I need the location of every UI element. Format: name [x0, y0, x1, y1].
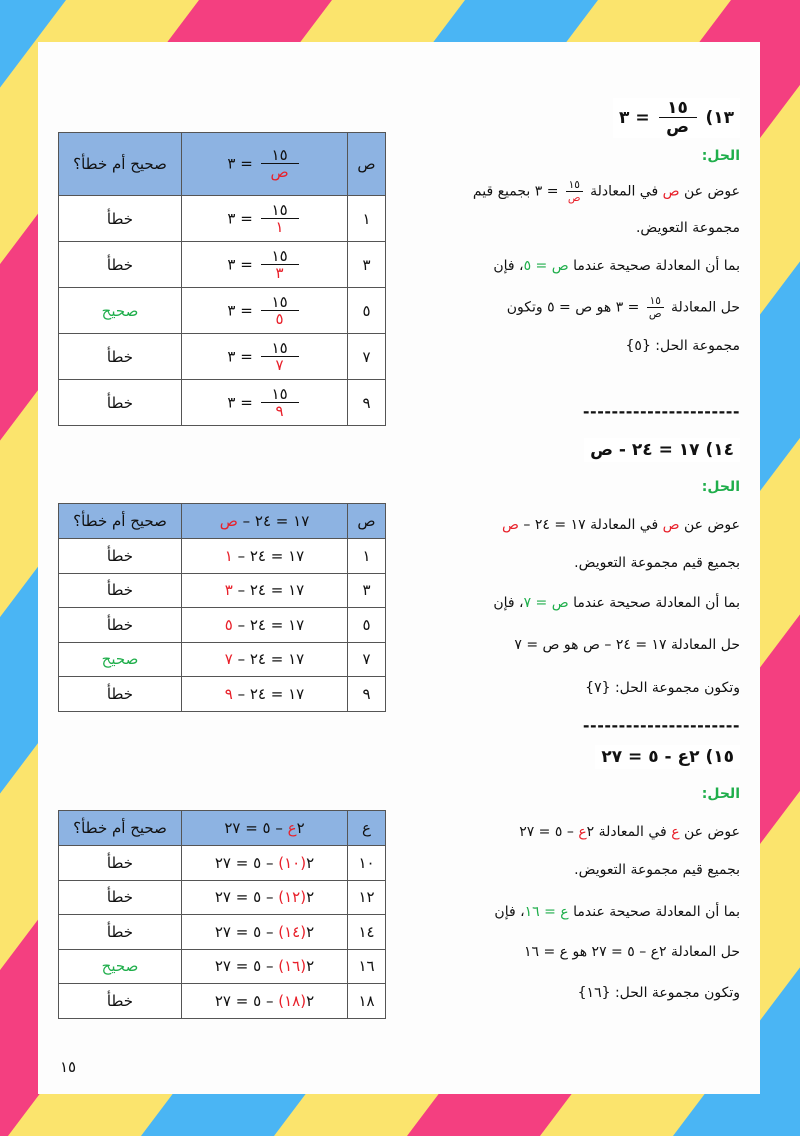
header-equation: [182, 133, 348, 196]
table-header-row: [59, 133, 386, 196]
cell-variable: ١٠: [348, 846, 386, 881]
text-segment: ١٧ = ٢٤ –: [237, 512, 310, 530]
cell-result: خطأ: [59, 539, 182, 574]
table-row: [59, 380, 386, 426]
cell-equation: [182, 608, 348, 643]
text-segment: عوض عن: [679, 517, 740, 533]
highlighted-term: ص = ٥: [523, 258, 569, 274]
text-segment: في المعادلة ١٧ = ٢٤ –: [518, 517, 663, 533]
fraction-denominator: ٥: [261, 310, 299, 327]
page-number: ١٥: [60, 1058, 77, 1076]
cell-equation: [182, 539, 348, 574]
highlighted-term: ٥: [224, 615, 233, 634]
cell-result: خطأ: [59, 880, 182, 915]
text-segment: – ٥ = ٢٧: [519, 824, 579, 840]
text-segment: – ٥ = ٢٧: [214, 991, 279, 1010]
table-row: [59, 880, 386, 915]
cell-result: خطأ: [59, 915, 182, 950]
text-segment: = ٣: [227, 393, 258, 411]
text-segment: ١٧ = ٢٤ –: [232, 650, 305, 669]
text-segment: = ٣: [619, 108, 656, 128]
solution-line: [415, 296, 740, 319]
cell-variable: ١٨: [348, 984, 386, 1019]
fraction-denominator: ص: [648, 307, 662, 320]
fraction: [261, 292, 299, 328]
text-segment: عوض عن: [679, 183, 740, 200]
cell-variable: ٥: [348, 608, 386, 643]
text-segment: مجموعة الحل: {٥}: [625, 338, 740, 354]
text-segment: = ٣: [227, 255, 258, 273]
text-segment: ٢: [306, 888, 315, 907]
highlighted-term: ص = ٧: [523, 595, 569, 611]
header-result: صحيح أم خطأ؟: [59, 811, 182, 846]
text-segment: مجموعة التعويض.: [635, 220, 740, 236]
solution-line: [415, 983, 740, 1003]
table-row: [59, 642, 386, 677]
cell-variable: ٣: [348, 242, 386, 288]
cell-equation: [182, 288, 348, 334]
highlighted-term: (١٠): [278, 853, 307, 872]
fraction-denominator: ٩: [261, 402, 299, 419]
text-segment: = ٣: [227, 209, 258, 227]
cell-result: صحيح: [59, 642, 182, 677]
fraction-denominator: ص: [659, 117, 697, 136]
cell-variable: ٥: [348, 288, 386, 334]
fraction-numerator: ١٥: [271, 246, 288, 265]
text-segment: وتكون مجموعة الحل: {١٦}: [577, 985, 740, 1001]
text-segment: ٢: [306, 957, 315, 976]
text-segment: ١٧ = ٢٤ –: [232, 546, 305, 565]
highlighted-term: ٩: [224, 684, 233, 703]
cell-equation: [182, 642, 348, 677]
solution-line: [415, 902, 740, 922]
cell-equation: [182, 242, 348, 288]
table-row: [59, 334, 386, 380]
table-row: [59, 915, 386, 950]
solution-line: [415, 942, 740, 962]
fraction: [659, 100, 697, 136]
text-segment: – ٥ = ٢٧: [224, 819, 288, 837]
text-segment: بما أن المعادلة صحيحة عندما: [568, 258, 740, 274]
cell-variable: ٣: [348, 573, 386, 608]
text-segment: في المعادلة: [585, 183, 663, 200]
solution-line: [415, 218, 740, 238]
cell-equation: [182, 984, 348, 1019]
fraction-denominator: ١: [261, 218, 299, 235]
text-segment: حل المعادلة ٢ع – ٥ = ٢٧ هو ع = ١٦: [524, 944, 740, 960]
cell-variable: ٧: [348, 334, 386, 380]
text-segment: = ٣ هو ص = ٥ وتكون: [506, 299, 644, 316]
highlighted-term: ع: [671, 824, 680, 840]
cell-result: خطأ: [59, 334, 182, 380]
solution-label: الحل:: [701, 786, 740, 802]
text-segment: بما أن المعادلة صحيحة عندما: [568, 595, 740, 611]
fraction: [261, 246, 299, 282]
text-segment: ، فإن: [493, 258, 524, 274]
solution-label: الحل:: [701, 479, 740, 495]
solution-line: [415, 553, 740, 573]
text-segment: = ٣: [227, 347, 258, 365]
fraction-denominator: ٧: [261, 356, 299, 373]
text-segment: = ٣: [227, 154, 258, 173]
text-segment: ١٧ = ٢٤ –: [232, 615, 305, 634]
text-segment: = ٣ بجميع قيم: [472, 183, 563, 200]
cell-result: خطأ: [59, 984, 182, 1019]
highlighted-term: ع = ١٦: [524, 904, 569, 920]
solution-label: الحل:: [701, 148, 740, 164]
cell-result: خطأ: [59, 677, 182, 712]
solution-line: [415, 593, 740, 613]
text-segment: ١٧ = ٢٤ –: [232, 581, 305, 600]
table-row: [59, 573, 386, 608]
fraction-numerator: ١٥: [568, 179, 580, 191]
fraction-denominator: ص: [261, 163, 299, 180]
fraction-numerator: ١٥: [649, 295, 661, 307]
text-segment: وتكون مجموعة الحل: {٧}: [585, 680, 740, 696]
highlighted-term: (١٢): [278, 888, 307, 907]
cell-equation: [182, 846, 348, 881]
text-segment: بما أن المعادلة صحيحة عندما: [568, 904, 740, 920]
text-segment: ، فإن: [493, 595, 524, 611]
fraction-denominator: ص: [567, 191, 581, 204]
cell-result: صحيح: [59, 288, 182, 334]
highlighted-term: (١٨): [278, 991, 307, 1010]
highlighted-term: ع: [578, 824, 587, 840]
text-segment: ٢: [306, 991, 315, 1010]
cell-equation: [182, 196, 348, 242]
highlighted-term: ع: [287, 819, 297, 837]
fraction: [261, 338, 299, 374]
dashed-separator: ----------------------: [582, 716, 740, 735]
problem-heading: [613, 98, 740, 138]
fraction: [261, 148, 299, 180]
table-row: [59, 984, 386, 1019]
highlighted-term: ص: [502, 517, 519, 533]
text-segment: ٢: [306, 853, 315, 872]
table-row: [59, 242, 386, 288]
cell-result: خطأ: [59, 380, 182, 426]
table-row: [59, 677, 386, 712]
cell-variable: ٩: [348, 380, 386, 426]
solution-line: [415, 180, 740, 203]
highlighted-term: ص: [219, 512, 238, 530]
fraction: [261, 200, 299, 236]
text-segment: عوض عن: [679, 824, 740, 840]
dashed-separator: ----------------------: [582, 402, 740, 421]
header-variable: ع: [348, 811, 386, 846]
solution-line: [415, 822, 740, 842]
fraction-numerator: ١٥: [271, 384, 288, 403]
highlighted-term: ١: [224, 546, 233, 565]
cell-result: خطأ: [59, 846, 182, 881]
problem-heading: [584, 438, 740, 462]
cell-variable: ١٢: [348, 880, 386, 915]
text-segment: ١٤) ١٧ = ٢٤ - ص: [590, 440, 734, 460]
text-segment: ٢: [296, 819, 305, 837]
cell-variable: ٧: [348, 642, 386, 677]
fraction: [261, 384, 299, 420]
header-variable: ص: [348, 133, 386, 196]
cell-equation: [182, 677, 348, 712]
cell-variable: ١٤: [348, 915, 386, 950]
substitution-table: [58, 132, 386, 426]
fraction-numerator: ١٥: [271, 338, 288, 357]
cell-result: خطأ: [59, 573, 182, 608]
text-segment: – ٥ = ٢٧: [214, 853, 279, 872]
table-row: [59, 539, 386, 574]
fraction: [566, 180, 583, 203]
cell-equation: [182, 334, 348, 380]
highlighted-term: (١٦): [278, 957, 307, 976]
problem-heading: [595, 745, 740, 769]
table-row: [59, 288, 386, 334]
text-segment: – ٥ = ٢٧: [214, 922, 279, 941]
highlighted-term: (١٤): [278, 922, 307, 941]
fraction-numerator: ١٥: [271, 200, 288, 219]
text-segment: ٢: [306, 922, 315, 941]
cell-variable: ١: [348, 539, 386, 574]
header-variable: ص: [348, 504, 386, 539]
text-segment: – ٥ = ٢٧: [214, 957, 279, 976]
cell-variable: ٩: [348, 677, 386, 712]
solution-line: [415, 336, 740, 356]
text-segment: في المعادلة ٢: [586, 824, 672, 840]
fraction-denominator: ٣: [261, 264, 299, 281]
cell-result: خطأ: [59, 608, 182, 643]
table-row: [59, 949, 386, 984]
fraction-numerator: ١٥: [271, 146, 288, 164]
table-header-row: [59, 504, 386, 539]
fraction: [647, 296, 664, 319]
header-result: صحيح أم خطأ؟: [59, 504, 182, 539]
text-segment: بجميع قيم مجموعة التعويض.: [574, 555, 740, 571]
text-segment: بجميع قيم مجموعة التعويض.: [574, 862, 740, 878]
solution-line: [415, 256, 740, 276]
highlighted-term: ٣: [224, 581, 233, 600]
cell-variable: ١٦: [348, 949, 386, 984]
text-segment: حل المعادلة ١٧ = ٢٤ – ص هو ص = ٧: [514, 637, 740, 653]
cell-result: خطأ: [59, 196, 182, 242]
cell-equation: [182, 949, 348, 984]
cell-equation: [182, 573, 348, 608]
substitution-table: [58, 810, 386, 1019]
text-segment: = ٣: [227, 301, 258, 319]
substitution-table: [58, 503, 386, 712]
header-equation: [182, 811, 348, 846]
text-segment: ١٥) ٢ع - ٥ = ٢٧: [601, 747, 734, 767]
solution-line: [415, 678, 740, 698]
cell-equation: [182, 880, 348, 915]
solution-line: [415, 860, 740, 880]
fraction-numerator: ١٥: [271, 292, 288, 311]
text-segment: حل المعادلة: [666, 299, 740, 316]
highlighted-term: ٧: [224, 650, 233, 669]
table-row: [59, 608, 386, 643]
table-header-row: [59, 811, 386, 846]
cell-equation: [182, 915, 348, 950]
text-segment: – ٥ = ٢٧: [214, 888, 279, 907]
cell-result: خطأ: [59, 242, 182, 288]
text-segment: ١٣): [699, 108, 734, 128]
header-result: صحيح أم خطأ؟: [59, 133, 182, 196]
text-segment: ١٧ = ٢٤ –: [232, 684, 305, 703]
highlighted-term: ص: [662, 517, 680, 533]
cell-equation: [182, 380, 348, 426]
solution-line: [415, 515, 740, 535]
cell-result: صحيح: [59, 949, 182, 984]
cell-variable: ١: [348, 196, 386, 242]
table-row: [59, 196, 386, 242]
solution-line: [415, 635, 740, 655]
header-equation: [182, 504, 348, 539]
text-segment: ، فإن: [494, 904, 525, 920]
fraction-numerator: ١٥: [667, 98, 688, 118]
table-row: [59, 846, 386, 881]
highlighted-term: ص: [662, 183, 680, 200]
